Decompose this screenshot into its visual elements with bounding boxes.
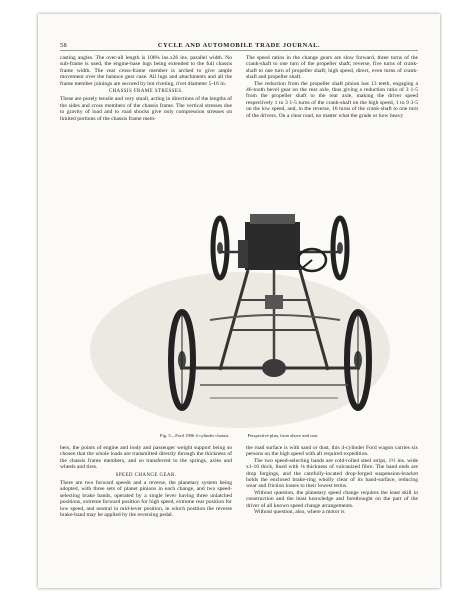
figure-caption (60, 433, 418, 438)
chassis-photograph (60, 200, 418, 432)
section-heading: CHASSIS FRAME STRESSES. (108, 89, 184, 95)
caption-figure-label: Fig. 5—Ford 1906 4-cylinder chassis. (159, 433, 230, 438)
page-number: 58 (60, 42, 67, 49)
section-heading: SPEED CHANGE GEAR. (115, 472, 177, 478)
paragraph: These are purely tensile and very small, acting in directions of the lengths of the sides and cross members of the chassis frame. The vertical stresses due to gravity of load and to road shocks give only compression stresses on limited portions of the chassis frame mem- (60, 96, 232, 122)
journal-title: CYCLE AND AUTOMOBILE TRADE JOURNAL. (157, 42, 321, 49)
running-header (60, 42, 418, 51)
paragraph: Without question, also, where a motor is (254, 509, 345, 516)
paragraph: casting angles. The over-all length is 108¾ ins.x26 ins. parallel width. No sub-frame is used, the engine-base lugs being extended to the full chassis frame width. The rear cross-frame member is arched to give ample movement over the balance gear case. All lugs and attachments and all the frame member joinings are secured by hot riveting, rivet diameter 5-16 in. (60, 55, 232, 87)
journal-page (38, 14, 440, 588)
paragraph: the road surface is with sand or dust, this 4-cylinder Ford wagon carries six persons on the high speed with all required expedition. (246, 445, 418, 458)
top-left-column (60, 55, 232, 122)
paragraph: The reduction from the propeller shaft pinion has 13 teeth, engaging a 46-tooth bevel gear on the rear axle, thus giving a reduction ratio of 3 1-5 from the propeller shaft to the rear axle, making the driver speed respectively 1 to 3 1-5 turns of the crank-shaft on the high speed, 1 to 9 3-5 on the low speed, and, in the reverse, 16 turns of the crank-shaft to one turn of the drivers. On a clear road, no matter what the grade or how heavy (246, 80, 418, 119)
paragraph: There are two forward speeds and a reverse, the planetary system being adopted, with three sets of planet pinions in each change, and two speed-selecting brake bands, operated by a single lever having three unlatched positions, extreme forward position for high speed, extreme rear position for low speed, and neutral in mid-lever position, in which position the reverse brake-band may be applied by the reversing pedal. (60, 480, 232, 519)
bottom-columns (60, 445, 418, 518)
top-right-column (246, 55, 418, 122)
paragraph: The speed ratios in the change gears are slow forward, three turns of the crank-shaft to one turn of the propeller shaft; reverse, five turns of crank-shaft to one turn of propeller shaft; high speed, direct, even turns of crank-shaft and propeller shaft. (246, 55, 418, 81)
paragraph: bers, the points of engine and body and passenger weight support being so chosen that the whole loads are transmitted directly through the thickness of the chassis frame members, and so transferred to the springs, axles and wheels and tires. (60, 445, 232, 471)
paragraph: The two speed-selecting bands are cold-rolled steel strips, 1½ ins. wide x1-16 thick, lined with ⅛ thickness of vulcanized fibre. The band ends are drop forgings, and the carefully-located drop-forged suspension-bracket holds the enclosed brake-ring wholly clear of its band-surface, reducing wear and friction losses to their lowest terms. (246, 457, 418, 490)
bottom-right-column (246, 445, 418, 518)
top-columns (60, 55, 418, 122)
paragraph: Without question, the planetary speed change requires the least skill in construction and the least knowledge and forethought on the part of the driver of all known speed change arrangements. (246, 489, 418, 509)
caption-description: Perspective plan, from above and rear. (247, 433, 319, 438)
bottom-left-column (60, 445, 232, 518)
